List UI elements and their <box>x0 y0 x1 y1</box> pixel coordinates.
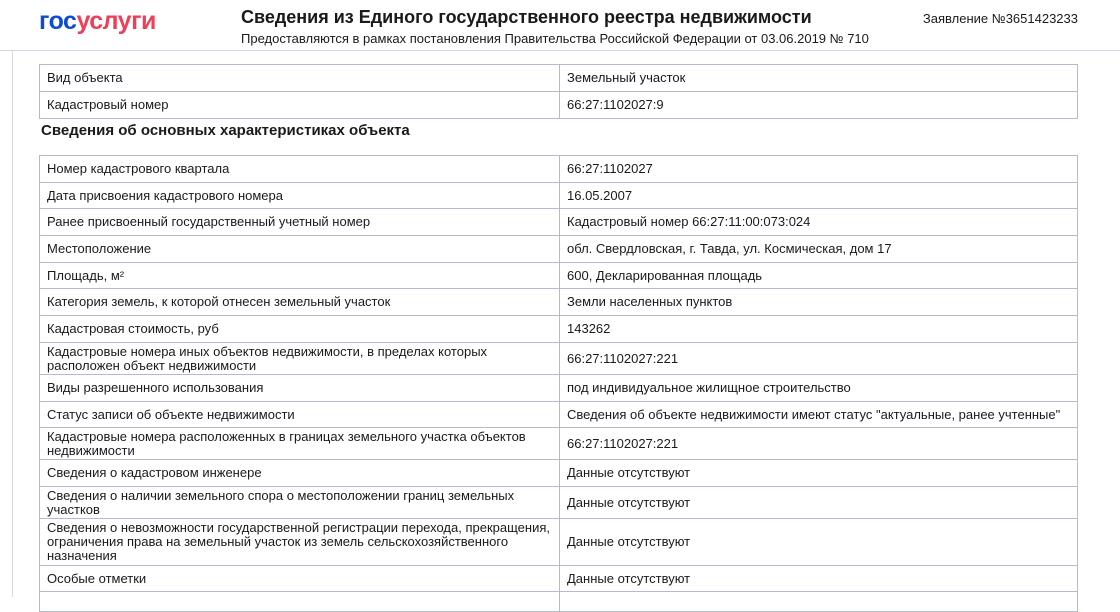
row-value: обл. Свердловская, г. Тавда, ул. Космическая, дом 17 <box>560 236 1078 263</box>
section-title: Сведения об основных характеристиках объекта <box>41 122 410 139</box>
row-label: Кадастровые номера иных объектов недвижимости, в пределах которых расположен объект недвижимости <box>40 343 560 375</box>
row-value: Данные отсутствуют <box>560 460 1078 487</box>
row-value: 66:27:1102027 <box>560 156 1078 183</box>
document-subtitle: Предоставляются в рамках постановления Правительства Российской Федерации от 03.06.2019 № 710 <box>241 31 869 46</box>
table-row <box>40 402 1078 428</box>
row-label: Площадь, м² <box>40 263 560 289</box>
table-row <box>40 289 1078 316</box>
row-value: Данные отсутствуют <box>560 487 1078 519</box>
logo-part-uslugi: услуги <box>76 7 156 35</box>
table-row <box>40 316 1078 343</box>
table-row <box>40 92 1078 119</box>
row-value-empty <box>560 592 1078 612</box>
row-label: Кадастровые номера расположенных в границах земельного участка объектов недвижимости <box>40 428 560 460</box>
table-row <box>40 487 1078 519</box>
row-value: Земельный участок <box>560 65 1078 92</box>
row-value: Сведения об объекте недвижимости имеют статус "актуальные, ранее учтенные" <box>560 402 1078 428</box>
row-value: 143262 <box>560 316 1078 343</box>
table-row <box>40 183 1078 209</box>
row-label: Дата присвоения кадастрового номера <box>40 183 560 209</box>
row-label: Статус записи об объекте недвижимости <box>40 402 560 428</box>
row-label-empty <box>40 592 560 612</box>
logo-part-gos: гос <box>39 7 77 35</box>
row-label: Особые отметки <box>40 566 560 592</box>
row-value: 16.05.2007 <box>560 183 1078 209</box>
table-row <box>40 65 1078 92</box>
table-row <box>40 156 1078 183</box>
table-row <box>40 566 1078 592</box>
page-header <box>0 0 1120 51</box>
document-title: Сведения из Единого государственного реестра недвижимости <box>241 7 812 27</box>
row-value: под индивидуальное жилищное строительство <box>560 375 1078 402</box>
row-value: 66:27:1102027:221 <box>560 343 1078 375</box>
row-label: Кадастровый номер <box>40 92 560 119</box>
table-row <box>40 375 1078 402</box>
row-value: 66:27:1102027:221 <box>560 428 1078 460</box>
table-row <box>40 236 1078 263</box>
row-value: 66:27:1102027:9 <box>560 92 1078 119</box>
row-label: Сведения о кадастровом инженере <box>40 460 560 487</box>
object-table <box>39 64 1078 119</box>
row-value: Земли населенных пунктов <box>560 289 1078 316</box>
row-label: Кадастровая стоимость, руб <box>40 316 560 343</box>
row-value: Данные отсутствуют <box>560 566 1078 592</box>
row-value: Кадастровый номер 66:27:11:00:073:024 <box>560 209 1078 236</box>
document-body <box>0 50 1120 597</box>
table-row <box>40 343 1078 375</box>
application-number: Заявление №3651423233 <box>922 11 1078 26</box>
row-label: Виды разрешенного использования <box>40 375 560 402</box>
row-label: Сведения о наличии земельного спора о местоположении границ земельных участков <box>40 487 560 519</box>
row-label: Категория земель, к которой отнесен земельный участок <box>40 289 560 316</box>
row-label: Номер кадастрового квартала <box>40 156 560 183</box>
row-label: Ранее присвоенный государственный учетный номер <box>40 209 560 236</box>
characteristics-table <box>39 155 1078 612</box>
row-value: Данные отсутствуют <box>560 519 1078 566</box>
left-margin-line <box>12 50 13 597</box>
row-label: Местоположение <box>40 236 560 263</box>
row-value: 600, Декларированная площадь <box>560 263 1078 289</box>
table-row <box>40 263 1078 289</box>
table-row <box>40 519 1078 566</box>
table-row <box>40 209 1078 236</box>
table-row-next <box>40 592 1078 612</box>
table-row <box>40 428 1078 460</box>
row-label: Сведения о невозможности государственной регистрации перехода, прекращения, ограничения права на земельный участок из земель сельскохозяйственного назначения <box>40 519 560 566</box>
gosuslugi-logo[interactable] <box>39 6 156 36</box>
row-label: Вид объекта <box>40 65 560 92</box>
table-row <box>40 460 1078 487</box>
